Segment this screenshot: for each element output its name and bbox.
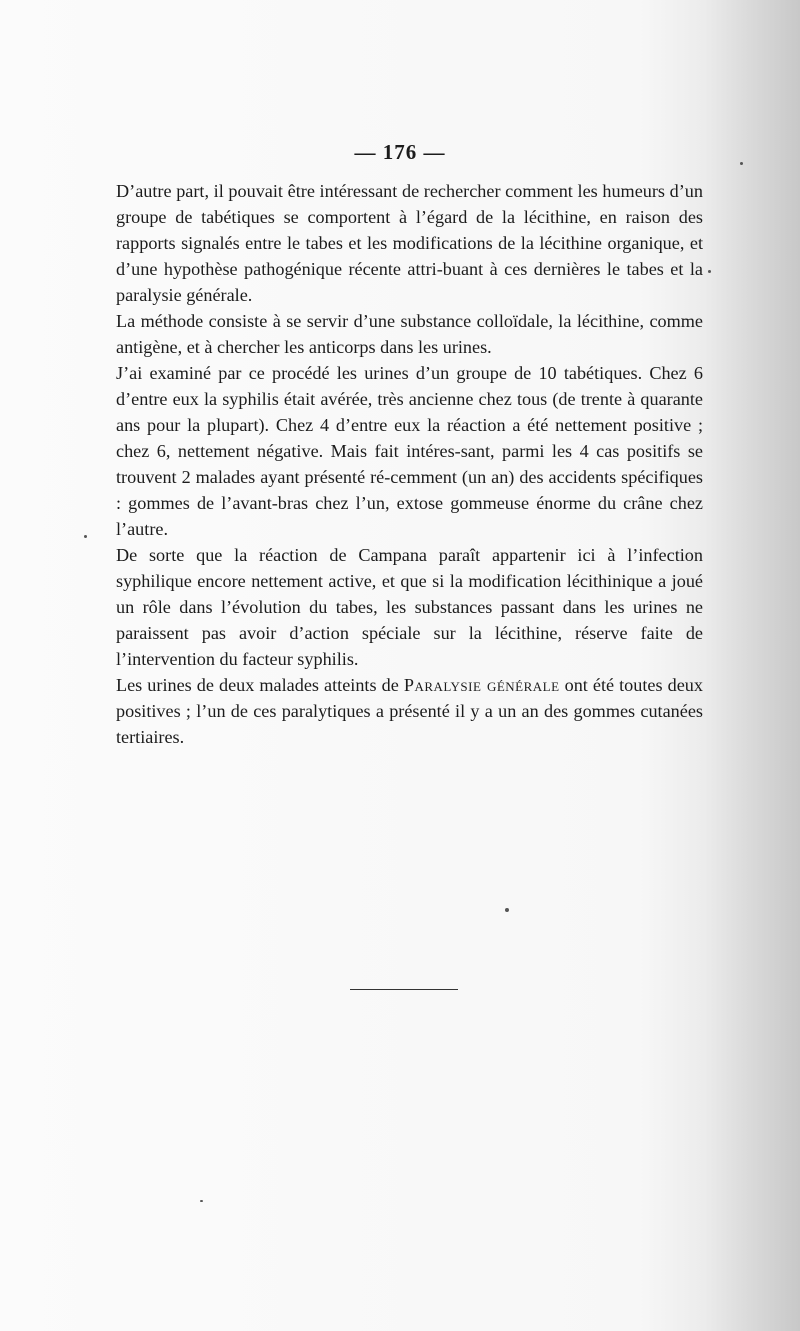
speck-5 bbox=[200, 1200, 203, 1202]
speck-3 bbox=[84, 535, 87, 538]
speck-4 bbox=[505, 908, 509, 912]
paragraph-3: J’ai examiné par ce procédé les urines d’un groupe de 10 tabétiques. Chez 6 d’entre eux la syphilis était avérée, très ancienne chez tous (de trente à quarante ans pour la plupart). Chez 4 d’entre eux la réaction a été nettement positive ; chez 6, nettement négative. Mais fait intéres-sant, parmi les 4 cas positifs se trouvent 2 malades ayant présenté ré-cemment (un an) des accidents spécifiques : gommes de l’avant-bras chez l’un, extose gommeuse énorme du crâne chez l’autre. bbox=[116, 363, 703, 539]
paragraph-5-end: ont été toutes deux positives ; l’un de ces paralytiques a présenté il y a un an des gommes cutanées tertiaires. bbox=[116, 675, 703, 747]
speck-1 bbox=[740, 162, 743, 165]
page-number: — 176 — bbox=[354, 140, 446, 164]
paragraph-1: D’autre part, il pouvait être intéressant de rechercher comment les humeurs d’un groupe de tabétiques se comportent à l’égard de la lécithine, en raison des rapports signalés entre le tabes et les modifications de la lécithine organique, et d’une hypothèse pathogénique récente attri-buant à ces dernières le tabes et la paralysie générale. bbox=[116, 181, 703, 305]
paragraph-5 bbox=[116, 672, 703, 750]
end-rule bbox=[350, 989, 458, 990]
paralysie-generale-smallcaps: Paralysie générale bbox=[403, 675, 560, 695]
paragraph-2: La méthode consiste à se servir d’une substance colloïdale, la lécithine, comme antigène, et à chercher les anticorps dans les urines. bbox=[116, 311, 703, 357]
body-text bbox=[116, 178, 703, 750]
speck-2 bbox=[708, 270, 711, 273]
paragraph-5-start: Les urines de deux malades atteints de bbox=[116, 675, 404, 695]
paragraph-4: De sorte que la réaction de Campana paraît appartenir ici à l’infection syphilique encore nettement active, et que si la modification lécithinique a joué un rôle dans l’évolution du tabes, les substances passant dans les urines ne paraissent pas avoir d’action spéciale sur la lécithine, réserve faite de l’intervention du facteur syphilis. bbox=[116, 545, 703, 669]
